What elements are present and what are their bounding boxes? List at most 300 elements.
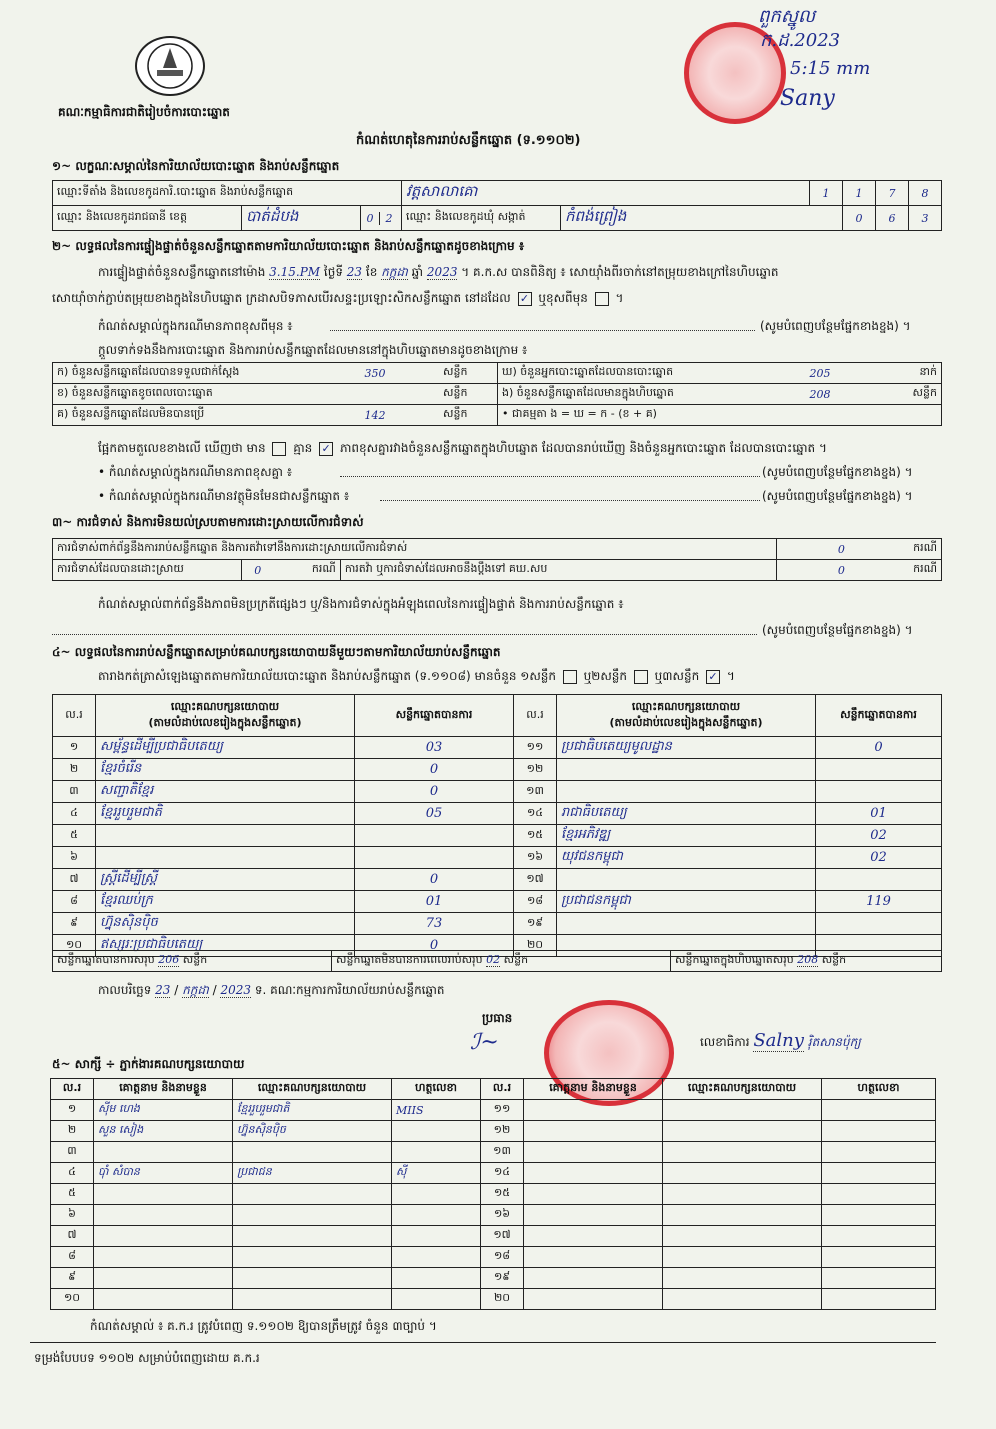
total-invalid-label: សន្លឹកឆ្នោតមិនបានការពេលរាប់សរុប <box>336 953 483 966</box>
ballot-figures-table <box>52 362 942 426</box>
witness-left-signature: MIIS <box>392 1100 481 1121</box>
witness-right-party <box>663 1184 822 1205</box>
witness-left-party <box>233 1184 392 1205</box>
party-right-votes <box>816 759 942 781</box>
verification-time: 3.15.PM <box>269 265 321 279</box>
president-signature-icon: ℐ~ <box>470 1030 499 1055</box>
party-left-no: ១០ <box>53 935 96 957</box>
committee-name: គណៈកម្មាធិការជាតិរៀបចំការបោះឆ្នោត <box>58 105 230 119</box>
witness-right-name <box>524 1205 663 1226</box>
witness-row <box>51 1163 936 1184</box>
party-left-name: ខ្មែរឈប់ក្រ <box>96 891 355 913</box>
witness-right-signature <box>822 1142 936 1163</box>
date-label: កាលបរិច្ឆេទ <box>98 983 152 997</box>
witness-right-signature <box>822 1205 936 1226</box>
bullet-difference-more: (សូមបំពេញបន្ថែមផ្នែកខាងខ្នង) ។ <box>762 465 913 479</box>
verification-year: 2023 <box>426 265 458 279</box>
w-left-h-no: ល.រ <box>51 1079 94 1100</box>
appeal-value: 0 <box>777 560 906 581</box>
party-row <box>53 913 942 935</box>
witness-row <box>51 1247 936 1268</box>
resolved-label: ការជំទាស់ដែលបានដោះស្រាយ <box>53 560 242 581</box>
verification-seal-text: សោយ៉ាំចាក់ភ្ជាប់តម្រុយខាងក្នុងនៃហិបឆ្នោត ក្រដាសបិទភាសបើរសន្ទះប្រឡោះសិកសន្លឹកឆ្នោត នៅដដែល <box>52 291 511 305</box>
final-note: កំណត់សម្គាល់ ៖ គ.ក.រ ត្រូវបំពេញ ទ.១១០២ ឱ្យបានត្រឹមត្រូវ ចំនួន ៣ច្បាប់ ។ <box>90 1319 437 1333</box>
witness-left-no: ១០ <box>51 1289 94 1310</box>
party-right-votes: 02 <box>816 847 942 869</box>
left-h-party-2: (តាមលំដាប់លេខរៀងក្នុងសន្លឹកឆ្នោត) <box>148 715 302 729</box>
witness-left-name: សួន សៀង <box>94 1121 233 1142</box>
witness-left-name <box>94 1247 233 1268</box>
witness-left-signature <box>392 1205 481 1226</box>
figure-left-value: 142 <box>311 405 439 426</box>
party-right-name <box>557 781 816 803</box>
party-right-name <box>557 913 816 935</box>
verification-day: 23 <box>346 265 363 279</box>
party-left-no: ៧ <box>53 869 96 891</box>
figure-right-label: ង) ចំនួនសន្លឹកឆ្នោតដែលមានក្នុងហិបឆ្នោត <box>498 384 757 405</box>
party-left-name <box>96 825 355 847</box>
party-right-name: យុវជនកម្ពុជា <box>557 847 816 869</box>
witness-left-party <box>233 1226 392 1247</box>
figure-row <box>53 384 942 405</box>
witness-row <box>51 1100 936 1121</box>
witness-left-name <box>94 1226 233 1247</box>
verification-text-e: ។ គ.ក.ស បានពិនិត្យ ៖ សោយ៉ាំងពីរចាក់នៅតម្រុយខាងក្រៅនៃហិបឆ្នោត <box>461 265 779 279</box>
witness-right-name <box>524 1100 663 1121</box>
witness-right-name <box>524 1289 663 1310</box>
party-right-no: ២០ <box>514 935 557 957</box>
party-right-votes <box>816 913 942 935</box>
figures-intro: ក្តួលទាក់ទងនឹងការបោះឆ្នោត និងការរាប់សន្លឹកឆ្នោតដែលមាននៅក្នុងហិបឆ្នោតមានដូចខាងក្រោម ៖ <box>98 343 528 357</box>
witness-left-no: ៩ <box>51 1268 94 1289</box>
witness-row <box>51 1289 936 1310</box>
discrepancy-line <box>98 440 827 458</box>
witness-left-name <box>94 1205 233 1226</box>
station-code-4: 8 <box>909 181 942 206</box>
handnote-signature: Sany <box>780 86 835 111</box>
witness-left-no: ៧ <box>51 1226 94 1247</box>
party-right-no: ១៣ <box>514 781 557 803</box>
section-2-title: ២~ លទ្ធផលនៃការផ្ទៀងផ្ទាត់ចំនួនសន្លឹកឆ្នោតតាមការិយាល័យបោះឆ្នោត និងរាប់សន្លឹកឆ្នោតដូចខាងក្រោម ៖ <box>52 239 525 253</box>
committee-sign-label: ទ. គណៈកម្មការការិយាល័យរាប់សន្លឹកឆ្នោត <box>254 983 445 997</box>
figure-row <box>53 405 942 426</box>
sheet-3-checkbox[interactable]: ✓ <box>706 670 720 684</box>
section-1-title: ១~ លក្ខណៈសម្គាល់នៃការិយាល័យបោះឆ្នោត និងរាប់សន្លឹកឆ្នោត <box>52 159 340 173</box>
party-right-no: ១២ <box>514 759 557 781</box>
witness-right-name <box>524 1226 663 1247</box>
figure-right-value: 208 <box>756 384 884 405</box>
right-h-party-2: (តាមលំដាប់លេខរៀងក្នុងសន្លឹកឆ្នោត) <box>609 715 763 729</box>
right-h-votes: សន្លឹកឆ្នោតបានការ <box>816 695 942 737</box>
witness-right-name <box>524 1121 663 1142</box>
witness-left-name: ប៉ាំ សំបាន <box>94 1163 233 1184</box>
commune-name: កំពង់ព្រៀង <box>561 206 843 231</box>
witness-right-party <box>663 1226 822 1247</box>
bullet-object-more: (សូមបំពេញបន្ថែមផ្នែកខាងខ្នង) ។ <box>762 489 913 503</box>
total-valid-value: 206 <box>158 953 180 966</box>
witness-right-signature <box>822 1268 936 1289</box>
witness-right-signature <box>822 1226 936 1247</box>
party-right-name <box>557 869 816 891</box>
totals-table <box>52 950 942 972</box>
witness-right-no: ២០ <box>481 1289 524 1310</box>
party-left-votes <box>355 847 514 869</box>
right-h-party: ឈ្មោះគណបក្សនយោបាយ <box>631 699 741 713</box>
sheet-count-text: តារាងកត់ត្រាសំឡេងឆ្នោតតាមការិយាល័យបោះឆ្នោត និងរាប់សន្លឹកឆ្នោត (ទ.១១០៨) មានចំនួន ១សន្លឹក <box>98 669 556 683</box>
party-results-table <box>52 694 942 957</box>
w-left-h-party: ឈ្មោះគណបក្សនយោបាយ <box>233 1079 392 1100</box>
right-h-no: ល.រ <box>514 695 557 737</box>
figure-left-label: ខ) ចំនួនសន្លឹកឆ្នោតខូចពេលបោះឆ្នោត <box>53 384 312 405</box>
figure-row <box>53 363 942 384</box>
witness-right-no: ១៦ <box>481 1205 524 1226</box>
figure-right-value: 205 <box>756 363 884 384</box>
verification-text-c: ខែ <box>365 265 378 279</box>
party-left-no: ៩ <box>53 913 96 935</box>
w-right-h-party: ឈ្មោះគណបក្សនយោបាយ <box>663 1079 822 1100</box>
witness-left-signature <box>392 1289 481 1310</box>
figure-right-unit <box>884 405 942 426</box>
handnote-3: 5:15 mm <box>790 58 871 79</box>
section-5-title: ៥~ សាក្សី ÷ ភ្នាក់ងារគណបក្សនយោបាយ <box>52 1057 245 1071</box>
party-left-votes: 73 <box>355 913 514 935</box>
witness-left-name <box>94 1142 233 1163</box>
verification-text-d: ឆ្នាំ <box>411 265 424 279</box>
witness-right-party <box>663 1100 822 1121</box>
witness-left-signature <box>392 1142 481 1163</box>
party-right-name: រាជាធិបតេយ្យ <box>557 803 816 825</box>
handnote-2: ក.ដ.2023 <box>760 30 841 51</box>
witness-row <box>51 1142 936 1163</box>
witness-left-name: សុីម ហេង <box>94 1100 233 1121</box>
witness-left-signature: ស៊ី <box>392 1163 481 1184</box>
party-right-no: ១៨ <box>514 891 557 913</box>
figure-right-label: ឃ) ចំនួនអ្នកបោះឆ្នោតដែលបានបោះឆ្នោត <box>498 363 757 384</box>
figure-left-label: ក) ចំនួនសន្លឹកឆ្នោតដែលបានទទួលជាក់ស្តែង <box>53 363 312 384</box>
party-right-no: ១៤ <box>514 803 557 825</box>
commune-code-1: 0 <box>843 206 876 231</box>
station-name: វត្តសាលាគោ <box>402 181 810 206</box>
witness-right-no: ១២ <box>481 1121 524 1142</box>
party-left-votes <box>355 825 514 847</box>
party-left-name: សម្ព័ន្ធដើម្បីប្រជាធិបតេយ្យ <box>96 737 355 759</box>
irregularity-more: (សូមបំពេញបន្ថែមផ្នែកខាងខ្នង) ។ <box>762 623 913 637</box>
witness-right-no: ១១ <box>481 1100 524 1121</box>
commune-code-2: 6 <box>876 206 909 231</box>
w-left-h-sign: ហត្ថលេខា <box>392 1079 481 1100</box>
w-left-h-name: គោត្តនាម និងនាមខ្លួន <box>94 1079 233 1100</box>
figure-left-value: 350 <box>311 363 439 384</box>
date-day: 23 <box>155 983 171 997</box>
witness-right-name <box>524 1184 663 1205</box>
witness-left-name <box>94 1184 233 1205</box>
date-month: កក្កដា <box>182 983 209 997</box>
witness-right-no: ១៣ <box>481 1142 524 1163</box>
witness-left-signature <box>392 1121 481 1142</box>
witness-row <box>51 1226 936 1247</box>
secretary-line <box>700 1030 861 1052</box>
witness-right-party <box>663 1163 822 1184</box>
figure-left-unit: សន្លឹក <box>439 363 498 384</box>
sheet-count-line: តារាងកត់ត្រាសំឡេងឆ្នោតតាមការិយាល័យបោះឆ្នោត និងរាប់សន្លឹកឆ្នោត (ទ.១១០៨) មានចំនួន ១សន្លឹក ឬ២សន្លឹក ឬ៣សន្លឹក ✓ ។ <box>98 669 735 683</box>
discrepancy-text-b: គ្មាន <box>293 441 313 455</box>
party-left-name <box>96 847 355 869</box>
province-code-1: 0 <box>361 212 380 225</box>
witness-left-no: ១ <box>51 1100 94 1121</box>
party-right-no: ១៩ <box>514 913 557 935</box>
secretary-signature: Salny <box>753 1030 804 1051</box>
party-right-name: ខ្មែរអភិវឌ្ឍ <box>557 825 816 847</box>
party-row <box>53 847 942 869</box>
party-left-name: ខ្មែររួបរួមជាតិ <box>96 803 355 825</box>
party-left-no: ២ <box>53 759 96 781</box>
left-h-party: ឈ្មោះគណបក្សនយោបាយ <box>170 699 280 713</box>
station-code-2: 1 <box>843 181 876 206</box>
party-left-no: ៥ <box>53 825 96 847</box>
different-checkbox[interactable] <box>595 292 609 306</box>
sheet-3-label: ឬ៣សន្លឹក <box>654 669 700 683</box>
party-row <box>53 781 942 803</box>
secretary-label: លេខាធិការ <box>700 1035 750 1049</box>
bullet-difference: • កំណត់សម្គាល់ក្នុងករណីមានភាពខុសគ្នា ៖ <box>98 465 293 479</box>
total-box-unit: សន្លឹក <box>821 953 847 966</box>
party-right-no: ១៥ <box>514 825 557 847</box>
resolved-value: 0 <box>242 560 274 581</box>
party-left-votes: 0 <box>355 781 514 803</box>
discrepancy-text-c: ភាពខុសគ្នារវាងចំនួនសន្លឹកឆ្នោតក្នុងហិបឆ្នោត ដែលបានរាប់ឃើញ និងចំនួនអ្នកបោះឆ្នោត ដែលបានបោះឆ្នោត ។ <box>339 441 827 455</box>
station-code-3: 7 <box>876 181 909 206</box>
witness-row <box>51 1184 936 1205</box>
resolved-unit: ករណី <box>273 560 340 581</box>
figure-left-unit: សន្លឹក <box>439 405 498 426</box>
verification-line-1 <box>98 264 948 282</box>
party-left-name: ខ្មែរចំរើន <box>96 759 355 781</box>
section-3-title: ៣~ ការជំទាស់ និងការមិនយល់ស្របតាមការដោះស្រាយលើការជំទាស់ <box>52 515 364 529</box>
footer-divider <box>30 1342 936 1343</box>
w-right-h-sign: ហត្ថលេខា <box>822 1079 936 1100</box>
witness-right-party <box>663 1142 822 1163</box>
committee-emblem-icon <box>135 36 205 96</box>
figure-right-unit: នាក់ <box>884 363 942 384</box>
party-right-name: ប្រជាជនកម្ពុជា <box>557 891 816 913</box>
date-line: កាលបរិច្ឆេទ 23 / កក្កដា / 2023 ទ. គណៈកម្មការការិយាល័យរាប់សន្លឹកឆ្នោត <box>98 983 445 997</box>
witness-right-signature <box>822 1121 936 1142</box>
party-right-votes: 0 <box>816 737 942 759</box>
irregularity-note: កំណត់សម្គាល់ពាក់ព័ន្ធនឹងភាពមិនប្រក្រតីផ្សេងៗ ឬ/និងការជំទាស់ក្នុងអំឡុងពេលនៃការផ្ទៀងផ្ទាត់ និងការរាប់សន្លឹកឆ្នោត ៖ <box>98 597 624 611</box>
witness-left-name <box>94 1268 233 1289</box>
date-year: 2023 <box>220 983 251 997</box>
party-left-no: ១ <box>53 737 96 759</box>
witness-left-party <box>233 1268 392 1289</box>
witness-right-name <box>524 1163 663 1184</box>
w-right-h-name: គោត្តនាម និងនាមខ្លួន <box>524 1079 663 1100</box>
bullet-object-line <box>380 500 760 501</box>
different-label: ឬខុសពីមុន <box>538 291 588 305</box>
party-left-votes: 0 <box>355 935 514 957</box>
appeal-label: ការតវ៉ា ឬការជំទាស់ដែលអាចនឹងប្តឹងទៅ គឃ.សប <box>340 560 777 581</box>
party-right-votes: 119 <box>816 891 942 913</box>
form-title: កំណត់ហេតុនៃការរាប់សន្លឹកឆ្នោត (ទ.១១០២) <box>356 133 581 148</box>
verification-text-b: ថ្ងៃទី <box>323 265 343 279</box>
party-row <box>53 825 942 847</box>
witness-right-no: ១៧ <box>481 1226 524 1247</box>
witness-left-no: ៥ <box>51 1184 94 1205</box>
difference-note-label: កំណត់សម្គាល់ក្នុងករណីមានភាពខុសពីមុន ៖ <box>98 319 293 333</box>
party-right-no: ១៧ <box>514 869 557 891</box>
witness-left-party <box>233 1142 392 1163</box>
discrepancy-no-checkbox[interactable]: ✓ <box>319 442 333 456</box>
province-code-2: 2 <box>385 211 393 225</box>
figure-right-unit: សន្លឹក <box>884 384 942 405</box>
party-left-no: ៦ <box>53 847 96 869</box>
objection-total-label: ការជំទាស់ពាក់ព័ន្ធនឹងការរាប់សន្លឹកឆ្នោត និងការតវ៉ាទៅនឹងការដោះស្រាយលើការជំទាស់ <box>53 539 777 560</box>
party-right-votes: 02 <box>816 825 942 847</box>
witness-left-party <box>233 1247 392 1268</box>
total-valid-unit: សន្លឹក <box>182 953 208 966</box>
figure-left-label: គ) ចំនួនសន្លឹកឆ្នោតដែលមិនបានប្រើ <box>53 405 312 426</box>
witness-left-signature <box>392 1184 481 1205</box>
province-label: ឈ្មោះ និងលេខកូដរាជធានី ខេត្ត <box>53 206 242 231</box>
province-name: បាត់ដំបង <box>242 206 361 231</box>
station-code-1: 1 <box>810 181 843 206</box>
witness-right-party <box>663 1205 822 1226</box>
witness-row <box>51 1268 936 1289</box>
w-right-h-no: ល.រ <box>481 1079 524 1100</box>
station-label: ឈ្មោះទីតាំង និងលេខកូដការិ.បោះឆ្នោត និងរាប់សន្លឹកឆ្នោត <box>53 181 402 206</box>
witness-right-signature <box>822 1184 936 1205</box>
difference-note-line <box>330 330 755 331</box>
witness-left-signature <box>392 1268 481 1289</box>
total-invalid-value: 02 <box>486 953 501 966</box>
total-box-label: សន្លឹកឆ្នោតក្នុងហិបឆ្នោតសរុប <box>675 953 794 966</box>
same-checkbox[interactable]: ✓ <box>518 292 532 306</box>
party-left-votes: 05 <box>355 803 514 825</box>
discrepancy-text-a: ផ្អែកតាមតួលេខខាងលើ ឃើញថា មាន <box>98 441 266 455</box>
total-invalid-unit: សន្លឹក <box>503 953 529 966</box>
party-left-name: ហ្វ៊ុនស៊ិនប៉ិច <box>96 913 355 935</box>
sheet-1-checkbox[interactable] <box>563 670 577 684</box>
witness-left-name <box>94 1289 233 1310</box>
party-left-votes: 0 <box>355 759 514 781</box>
witness-left-party <box>233 1205 392 1226</box>
witness-row <box>51 1121 936 1142</box>
difference-fill-more: (សូមបំពេញបន្ថែមផ្នែកខាងខ្នង) ។ <box>760 319 911 333</box>
party-right-name <box>557 759 816 781</box>
party-right-no: ១១ <box>514 737 557 759</box>
total-valid-label: សន្លឹកឆ្នោតបានការសរុប <box>57 953 155 966</box>
party-left-no: ៣ <box>53 781 96 803</box>
party-right-votes <box>816 869 942 891</box>
station-table <box>52 180 942 231</box>
witness-right-signature <box>822 1100 936 1121</box>
left-h-no: ល.រ <box>53 695 96 737</box>
witness-right-signature <box>822 1247 936 1268</box>
verification-month: កក្កដា <box>381 265 408 279</box>
witness-left-party <box>233 1289 392 1310</box>
secretary-name: រ៉ិតសានប៉ុក្យ <box>807 1035 861 1049</box>
verification-line-2 <box>52 290 623 308</box>
witness-left-no: ៦ <box>51 1205 94 1226</box>
witness-right-no: ១៥ <box>481 1184 524 1205</box>
party-row <box>53 891 942 913</box>
witness-left-no: ៨ <box>51 1247 94 1268</box>
witness-right-name <box>524 1268 663 1289</box>
party-row <box>53 759 942 781</box>
irregularity-line <box>52 634 757 635</box>
commune-label: ឈ្មោះ និងលេខកូដឃុំ សង្កាត់ <box>402 206 561 231</box>
footer-text: ទម្រង់បែបបទ ១១០២ សម្រាប់បំពេញដោយ គ.ក.រ <box>34 1351 260 1365</box>
objection-total-unit: ករណី <box>905 539 941 560</box>
witness-right-no: ១៤ <box>481 1163 524 1184</box>
witness-right-signature <box>822 1163 936 1184</box>
total-box-value: 208 <box>797 953 819 966</box>
sheet-2-checkbox[interactable] <box>634 670 648 684</box>
party-left-no: ៨ <box>53 891 96 913</box>
party-left-no: ៤ <box>53 803 96 825</box>
party-row <box>53 869 942 891</box>
president-label: ប្រធាន <box>482 1011 513 1025</box>
party-left-votes: 01 <box>355 891 514 913</box>
party-left-name: សញ្ជាតិខ្មែរ <box>96 781 355 803</box>
witness-right-party <box>663 1289 822 1310</box>
figure-right-label: • ជាគម្មតា ង = ឃ = ក - (ខ + គ) <box>498 405 757 426</box>
figure-left-value <box>311 384 439 405</box>
discrepancy-yes-checkbox[interactable] <box>272 442 286 456</box>
figure-right-value <box>756 405 884 426</box>
party-right-no: ១៦ <box>514 847 557 869</box>
witness-right-party <box>663 1268 822 1289</box>
party-right-name: ប្រជាធិបតេយ្យមូលដ្ឋាន <box>557 737 816 759</box>
section-4-title: ៤~ លទ្ធផលនៃការរាប់សន្លឹកឆ្នោតសម្រាប់គណបក្សនយោបាយនីមួយៗតាមការិយាល័យរាប់សន្លឹកឆ្នោត <box>52 645 501 659</box>
appeal-unit: ករណី <box>905 560 941 581</box>
witness-left-party: ខ្មែររួបរួមជាតិ <box>233 1100 392 1121</box>
witness-right-name <box>524 1142 663 1163</box>
commune-code-3: 3 <box>909 206 942 231</box>
party-left-name: ឥស្សរៈប្រជាធិបតេយ្យ <box>96 935 355 957</box>
figure-left-unit: សន្លឹក <box>439 384 498 405</box>
witness-left-no: ៤ <box>51 1163 94 1184</box>
verification-text-a: ការផ្ទៀងផ្ទាត់ចំនួនសន្លឹកឆ្នោតនៅម៉ោង <box>98 265 266 279</box>
handnote-1: ពួកស្នូល <box>758 6 816 27</box>
witness-right-party <box>663 1247 822 1268</box>
party-right-votes <box>816 781 942 803</box>
verification-end: ។ <box>615 291 624 305</box>
witness-right-party <box>663 1121 822 1142</box>
witness-row <box>51 1205 936 1226</box>
witness-right-name <box>524 1247 663 1268</box>
witness-left-signature <box>392 1226 481 1247</box>
witness-table <box>50 1078 936 1310</box>
party-row <box>53 803 942 825</box>
sheet-2-label: ឬ២សន្លឹក <box>583 669 628 683</box>
witness-left-no: ៣ <box>51 1142 94 1163</box>
witness-left-no: ២ <box>51 1121 94 1142</box>
party-left-votes: 03 <box>355 737 514 759</box>
party-row <box>53 737 942 759</box>
witness-right-signature <box>822 1289 936 1310</box>
bullet-object: • កំណត់សម្គាល់ក្នុងករណីមានវត្ថុមិនមែនជាសន្លឹកឆ្នោត ៖ <box>98 489 350 503</box>
witness-left-signature <box>392 1247 481 1268</box>
objection-total-value: 0 <box>777 539 906 560</box>
objection-table <box>52 538 942 581</box>
bullet-difference-line <box>340 476 760 477</box>
party-right-votes: 01 <box>816 803 942 825</box>
witness-left-party: ហ្វ៊ុនស៊ិនប៉ិច <box>233 1121 392 1142</box>
party-left-votes: 0 <box>355 869 514 891</box>
witness-left-party: ប្រជាជន <box>233 1163 392 1184</box>
witness-right-no: ១៨ <box>481 1247 524 1268</box>
witness-right-no: ១៩ <box>481 1268 524 1289</box>
